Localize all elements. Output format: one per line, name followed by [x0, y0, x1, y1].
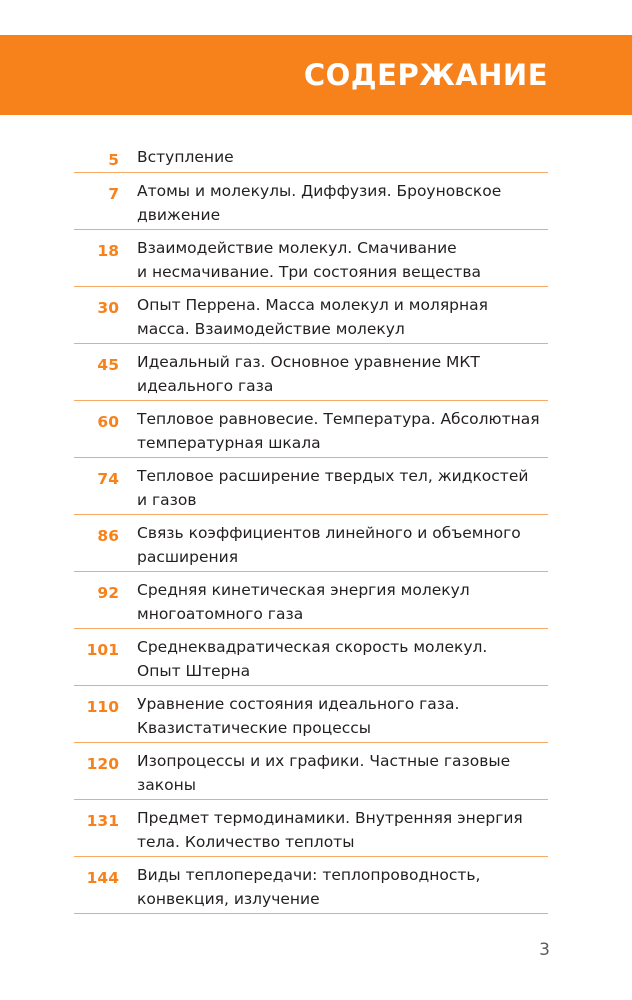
toc-entry-title: Тепловое равновесие. Температура. Абсолютная температурная шкала [137, 410, 540, 452]
toc-entry-title: Изопроцессы и их графики. Частные газовые законы [137, 752, 511, 794]
toc-entry[interactable] [74, 743, 548, 800]
toc-entry-title: Опыт Перрена. Масса молекул и молярная масса. Взаимодействие молекул [137, 296, 488, 338]
toc-entry-title: Тепловое расширение твердых тел, жидкостей и газов [137, 467, 529, 509]
toc-entry-title: Связь коэффициентов линейного и объемного расширения [137, 524, 521, 566]
toc-entry-title: Виды теплопередачи: теплопроводность, конвекция, излучение [137, 866, 481, 908]
toc-page-number: 120 [86, 755, 119, 773]
toc-page-number: 131 [86, 812, 119, 830]
toc-entry[interactable] [74, 287, 548, 344]
toc-entry[interactable] [74, 629, 548, 686]
toc-entry[interactable] [74, 401, 548, 458]
toc-page-number: 86 [97, 527, 119, 545]
toc-entry-title: Предмет термодинамики. Внутренняя энергия тела. Количество теплоты [137, 809, 523, 851]
header-banner [0, 35, 632, 115]
toc-entry[interactable] [74, 800, 548, 857]
toc-page-number: 101 [86, 641, 119, 659]
toc-page-number: 30 [97, 299, 119, 317]
toc-entry[interactable] [74, 173, 548, 230]
toc-entry[interactable] [74, 515, 548, 572]
table-of-contents [74, 139, 548, 914]
toc-entry[interactable] [74, 686, 548, 743]
toc-entry[interactable] [74, 139, 548, 173]
toc-entry[interactable] [74, 857, 548, 914]
toc-page-number: 74 [97, 470, 119, 488]
toc-page-number: 60 [97, 413, 119, 431]
toc-entry-title: Идеальный газ. Основное уравнение МКТ идеального газа [137, 353, 480, 395]
toc-page-number: 144 [86, 869, 119, 887]
toc-entry-title: Взаимодействие молекул. Смачивание и несмачивание. Три состояния вещества [137, 239, 481, 281]
toc-page-number: 110 [86, 698, 119, 716]
toc-entry[interactable] [74, 572, 548, 629]
toc-page-number: 5 [108, 151, 119, 169]
toc-entry[interactable] [74, 230, 548, 287]
toc-entry-title: Средняя кинетическая энергия молекул многоатомного газа [137, 581, 470, 623]
toc-page-number: 7 [108, 185, 119, 203]
toc-page-number: 92 [97, 584, 119, 602]
toc-entry-title: Вступление [137, 148, 234, 166]
toc-entry-title: Уравнение состояния идеального газа. Квазистатические процессы [137, 695, 460, 737]
toc-entry-title: Среднеквадратическая скорость молекул. Опыт Штерна [137, 638, 488, 680]
toc-page-number: 45 [97, 356, 119, 374]
toc-entry-title: Атомы и молекулы. Диффузия. Броуновское движение [137, 182, 502, 224]
toc-entry[interactable] [74, 458, 548, 515]
toc-page-number: 18 [97, 242, 119, 260]
page-title: СОДЕРЖАНИЕ [303, 58, 548, 92]
page-number: 3 [539, 940, 550, 960]
toc-entry[interactable] [74, 344, 548, 401]
